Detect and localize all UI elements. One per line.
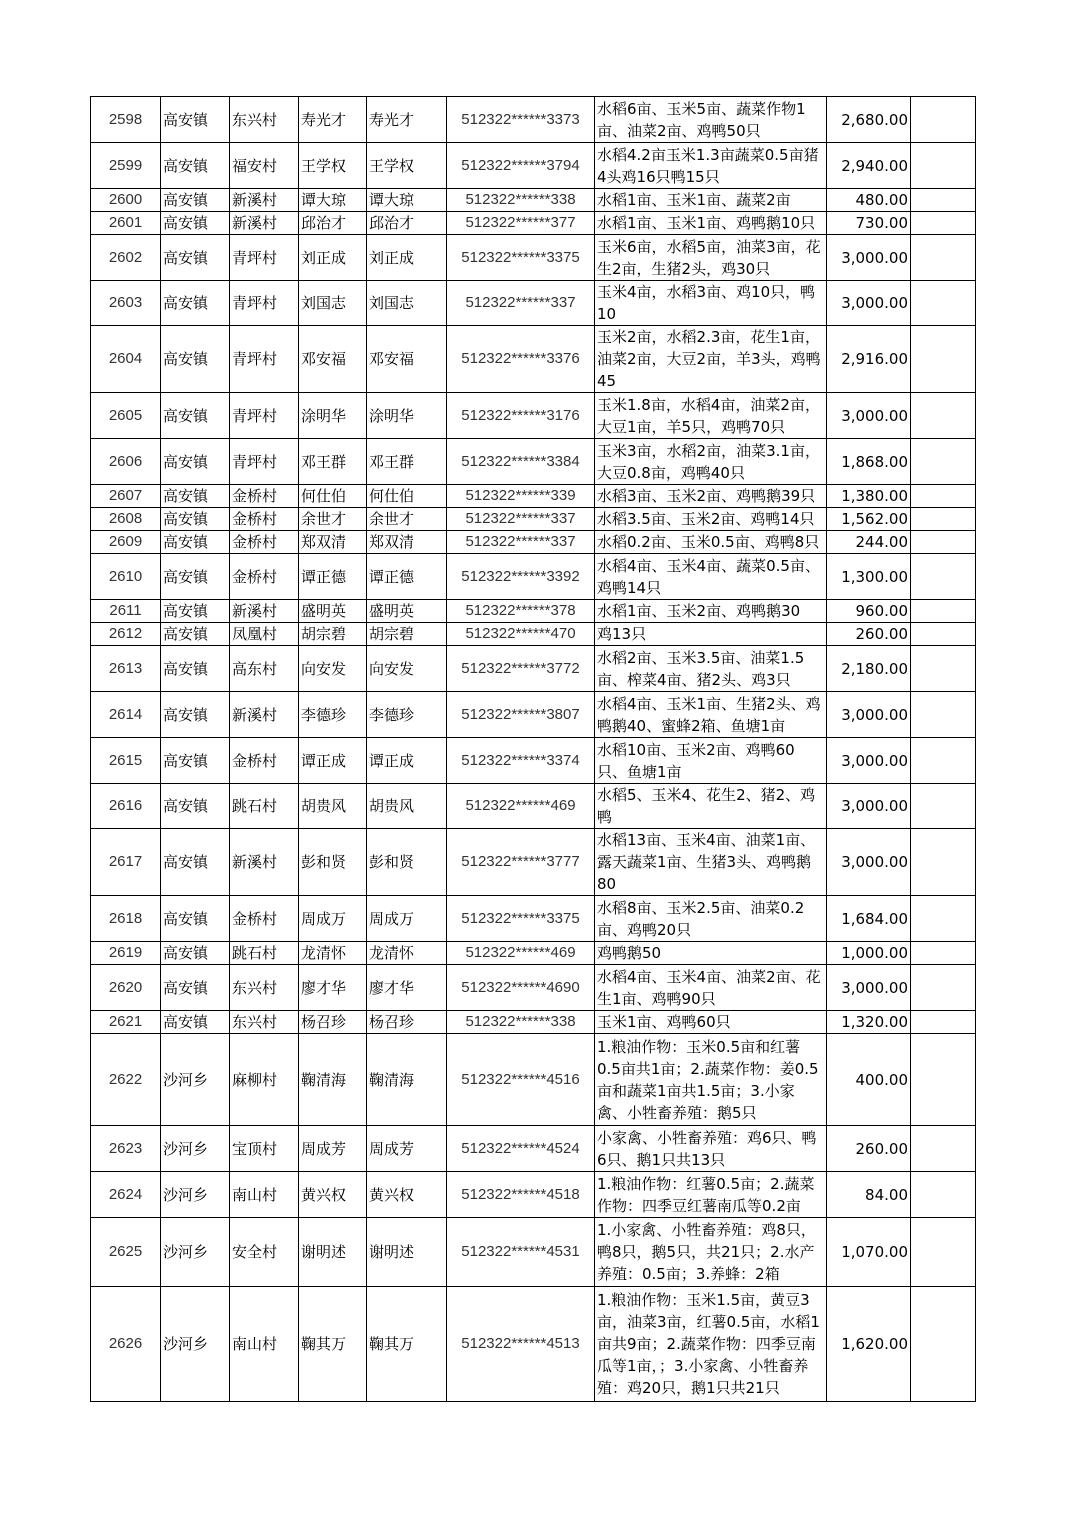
production-description-cell: 水稻4亩、玉米1亩、生猪2头、鸡鸭鹅40、蜜蜂2箱、鱼塘1亩 bbox=[595, 692, 827, 738]
subsidy-amount-cell: 260.00 bbox=[827, 1126, 911, 1172]
production-description-cell: 水稻6亩、玉米5亩、蔬菜作物1亩、油菜2亩、鸡鸭50只 bbox=[595, 97, 827, 143]
id-number-cell: 512322******3392 bbox=[447, 554, 595, 600]
town-cell: 高安镇 bbox=[161, 554, 230, 600]
empty-cell bbox=[911, 97, 976, 143]
id-number-cell: 512322******4513 bbox=[447, 1287, 595, 1402]
subsidy-amount-cell: 1,070.00 bbox=[827, 1218, 911, 1287]
subsidy-amount-cell: 960.00 bbox=[827, 600, 911, 623]
village-cell: 安全村 bbox=[230, 1218, 299, 1287]
account-holder-cell: 黄兴权 bbox=[367, 1172, 447, 1218]
production-description-cell: 水稻10亩、玉米2亩、鸡鸭60只、鱼塘1亩 bbox=[595, 738, 827, 784]
table-row bbox=[91, 600, 976, 623]
row-number-cell: 2607 bbox=[91, 485, 161, 508]
row-number-cell: 2617 bbox=[91, 829, 161, 896]
row-number-cell: 2619 bbox=[91, 942, 161, 965]
row-number-cell: 2624 bbox=[91, 1172, 161, 1218]
empty-cell bbox=[911, 600, 976, 623]
account-holder-cell: 谭大琼 bbox=[367, 189, 447, 212]
table-row bbox=[91, 97, 976, 143]
farmer-name-cell: 余世才 bbox=[299, 508, 367, 531]
town-cell: 高安镇 bbox=[161, 189, 230, 212]
account-holder-cell: 胡宗碧 bbox=[367, 623, 447, 646]
table-row bbox=[91, 896, 976, 942]
subsidy-amount-cell: 1,684.00 bbox=[827, 896, 911, 942]
village-cell: 青坪村 bbox=[230, 439, 299, 485]
subsidy-table bbox=[90, 96, 976, 1402]
production-description-cell: 水稻2亩、玉米3.5亩、油菜1.5亩、榨菜4亩、猪2头、鸡3只 bbox=[595, 646, 827, 692]
farmer-name-cell: 邓安福 bbox=[299, 326, 367, 393]
production-description-cell: 鸡13只 bbox=[595, 623, 827, 646]
town-cell: 高安镇 bbox=[161, 965, 230, 1011]
empty-cell bbox=[911, 189, 976, 212]
village-cell: 麻柳村 bbox=[230, 1034, 299, 1126]
production-description-cell: 水稻4.2亩玉米1.3亩蔬菜0.5亩猪4头鸡16只鸭15只 bbox=[595, 143, 827, 189]
id-number-cell: 512322******378 bbox=[447, 600, 595, 623]
table-row bbox=[91, 143, 976, 189]
subsidy-amount-cell: 1,380.00 bbox=[827, 485, 911, 508]
farmer-name-cell: 李德珍 bbox=[299, 692, 367, 738]
row-number-cell: 2600 bbox=[91, 189, 161, 212]
subsidy-amount-cell: 730.00 bbox=[827, 212, 911, 235]
town-cell: 高安镇 bbox=[161, 1011, 230, 1034]
village-cell: 新溪村 bbox=[230, 829, 299, 896]
farmer-name-cell: 胡贵风 bbox=[299, 784, 367, 829]
account-holder-cell: 郑双清 bbox=[367, 531, 447, 554]
production-description-cell: 玉米1.8亩，水稻4亩，油菜2亩，大豆1亩，羊5只，鸡鸭70只 bbox=[595, 393, 827, 439]
empty-cell bbox=[911, 1172, 976, 1218]
village-cell: 宝顶村 bbox=[230, 1126, 299, 1172]
row-number-cell: 2602 bbox=[91, 235, 161, 281]
village-cell: 高东村 bbox=[230, 646, 299, 692]
subsidy-amount-cell: 3,000.00 bbox=[827, 738, 911, 784]
subsidy-amount-cell: 3,000.00 bbox=[827, 692, 911, 738]
subsidy-amount-cell: 3,000.00 bbox=[827, 965, 911, 1011]
id-number-cell: 512322******4518 bbox=[447, 1172, 595, 1218]
table-row bbox=[91, 235, 976, 281]
farmer-name-cell: 周成芳 bbox=[299, 1126, 367, 1172]
production-description-cell: 水稻3.5亩、玉米2亩、鸡鸭14只 bbox=[595, 508, 827, 531]
id-number-cell: 512322******338 bbox=[447, 1011, 595, 1034]
empty-cell bbox=[911, 326, 976, 393]
village-cell: 福安村 bbox=[230, 143, 299, 189]
empty-cell bbox=[911, 531, 976, 554]
village-cell: 东兴村 bbox=[230, 1011, 299, 1034]
village-cell: 金桥村 bbox=[230, 531, 299, 554]
id-number-cell: 512322******3807 bbox=[447, 692, 595, 738]
production-description-cell: 水稻8亩、玉米2.5亩、油菜0.2亩、鸡鸭20只 bbox=[595, 896, 827, 942]
empty-cell bbox=[911, 738, 976, 784]
town-cell: 沙河乡 bbox=[161, 1172, 230, 1218]
town-cell: 沙河乡 bbox=[161, 1034, 230, 1126]
id-number-cell: 512322******338 bbox=[447, 189, 595, 212]
table-row bbox=[91, 508, 976, 531]
town-cell: 高安镇 bbox=[161, 531, 230, 554]
farmer-name-cell: 刘正成 bbox=[299, 235, 367, 281]
empty-cell bbox=[911, 692, 976, 738]
id-number-cell: 512322******337 bbox=[447, 508, 595, 531]
account-holder-cell: 向安发 bbox=[367, 646, 447, 692]
town-cell: 高安镇 bbox=[161, 393, 230, 439]
farmer-name-cell: 鞠其万 bbox=[299, 1287, 367, 1402]
farmer-name-cell: 周成万 bbox=[299, 896, 367, 942]
account-holder-cell: 彭和贤 bbox=[367, 829, 447, 896]
farmer-name-cell: 盛明英 bbox=[299, 600, 367, 623]
id-number-cell: 512322******4531 bbox=[447, 1218, 595, 1287]
row-number-cell: 2622 bbox=[91, 1034, 161, 1126]
table-row bbox=[91, 439, 976, 485]
account-holder-cell: 谭正成 bbox=[367, 738, 447, 784]
id-number-cell: 512322******4690 bbox=[447, 965, 595, 1011]
farmer-name-cell: 龙清怀 bbox=[299, 942, 367, 965]
account-holder-cell: 谢明述 bbox=[367, 1218, 447, 1287]
subsidy-amount-cell: 400.00 bbox=[827, 1034, 911, 1126]
table-row bbox=[91, 1287, 976, 1402]
account-holder-cell: 寿光才 bbox=[367, 97, 447, 143]
production-description-cell: 小家禽、小牲畜养殖：鸡6只、鸭6只、鹅1只共13只 bbox=[595, 1126, 827, 1172]
production-description-cell: 水稻13亩、玉米4亩、油菜1亩、露天蔬菜1亩、生猪3头、鸡鸭鹅80 bbox=[595, 829, 827, 896]
table-row bbox=[91, 1126, 976, 1172]
table-row bbox=[91, 623, 976, 646]
row-number-cell: 2608 bbox=[91, 508, 161, 531]
village-cell: 跳石村 bbox=[230, 784, 299, 829]
town-cell: 高安镇 bbox=[161, 212, 230, 235]
empty-cell bbox=[911, 1287, 976, 1402]
farmer-name-cell: 邱治才 bbox=[299, 212, 367, 235]
village-cell: 东兴村 bbox=[230, 965, 299, 1011]
town-cell: 高安镇 bbox=[161, 692, 230, 738]
town-cell: 高安镇 bbox=[161, 508, 230, 531]
id-number-cell: 512322******4516 bbox=[447, 1034, 595, 1126]
village-cell: 金桥村 bbox=[230, 738, 299, 784]
account-holder-cell: 鞠清海 bbox=[367, 1034, 447, 1126]
production-description-cell: 玉米6亩，水稻5亩，油菜3亩，花生2亩，生猪2头，鸡30只 bbox=[595, 235, 827, 281]
town-cell: 高安镇 bbox=[161, 439, 230, 485]
town-cell: 高安镇 bbox=[161, 281, 230, 326]
village-cell: 跳石村 bbox=[230, 942, 299, 965]
row-number-cell: 2603 bbox=[91, 281, 161, 326]
empty-cell bbox=[911, 281, 976, 326]
account-holder-cell: 廖才华 bbox=[367, 965, 447, 1011]
town-cell: 高安镇 bbox=[161, 784, 230, 829]
account-holder-cell: 邓安福 bbox=[367, 326, 447, 393]
village-cell: 南山村 bbox=[230, 1287, 299, 1402]
village-cell: 金桥村 bbox=[230, 896, 299, 942]
row-number-cell: 2598 bbox=[91, 97, 161, 143]
id-number-cell: 512322******470 bbox=[447, 623, 595, 646]
town-cell: 沙河乡 bbox=[161, 1287, 230, 1402]
farmer-name-cell: 彭和贤 bbox=[299, 829, 367, 896]
id-number-cell: 512322******3375 bbox=[447, 235, 595, 281]
table-row bbox=[91, 1034, 976, 1126]
village-cell: 金桥村 bbox=[230, 508, 299, 531]
table-row bbox=[91, 784, 976, 829]
table-row bbox=[91, 1011, 976, 1034]
row-number-cell: 2605 bbox=[91, 393, 161, 439]
id-number-cell: 512322******337 bbox=[447, 281, 595, 326]
row-number-cell: 2610 bbox=[91, 554, 161, 600]
account-holder-cell: 周成万 bbox=[367, 896, 447, 942]
row-number-cell: 2599 bbox=[91, 143, 161, 189]
town-cell: 高安镇 bbox=[161, 143, 230, 189]
empty-cell bbox=[911, 143, 976, 189]
id-number-cell: 512322******3374 bbox=[447, 738, 595, 784]
village-cell: 金桥村 bbox=[230, 554, 299, 600]
farmer-name-cell: 王学权 bbox=[299, 143, 367, 189]
account-holder-cell: 鞠其万 bbox=[367, 1287, 447, 1402]
empty-cell bbox=[911, 212, 976, 235]
id-number-cell: 512322******377 bbox=[447, 212, 595, 235]
farmer-name-cell: 胡宗碧 bbox=[299, 623, 367, 646]
subsidy-amount-cell: 2,940.00 bbox=[827, 143, 911, 189]
subsidy-amount-cell: 84.00 bbox=[827, 1172, 911, 1218]
town-cell: 高安镇 bbox=[161, 623, 230, 646]
village-cell: 南山村 bbox=[230, 1172, 299, 1218]
village-cell: 新溪村 bbox=[230, 692, 299, 738]
id-number-cell: 512322******3375 bbox=[447, 896, 595, 942]
farmer-name-cell: 廖才华 bbox=[299, 965, 367, 1011]
town-cell: 高安镇 bbox=[161, 646, 230, 692]
town-cell: 高安镇 bbox=[161, 97, 230, 143]
account-holder-cell: 邓王群 bbox=[367, 439, 447, 485]
subsidy-amount-cell: 1,320.00 bbox=[827, 1011, 911, 1034]
empty-cell bbox=[911, 896, 976, 942]
farmer-name-cell: 谢明述 bbox=[299, 1218, 367, 1287]
row-number-cell: 2613 bbox=[91, 646, 161, 692]
farmer-name-cell: 向安发 bbox=[299, 646, 367, 692]
farmer-name-cell: 谭大琼 bbox=[299, 189, 367, 212]
empty-cell bbox=[911, 1126, 976, 1172]
account-holder-cell: 胡贵风 bbox=[367, 784, 447, 829]
subsidy-amount-cell: 480.00 bbox=[827, 189, 911, 212]
row-number-cell: 2623 bbox=[91, 1126, 161, 1172]
account-holder-cell: 李德珍 bbox=[367, 692, 447, 738]
account-holder-cell: 杨召珍 bbox=[367, 1011, 447, 1034]
subsidy-amount-cell: 1,620.00 bbox=[827, 1287, 911, 1402]
village-cell: 东兴村 bbox=[230, 97, 299, 143]
subsidy-amount-cell: 2,680.00 bbox=[827, 97, 911, 143]
farmer-name-cell: 谭正德 bbox=[299, 554, 367, 600]
row-number-cell: 2612 bbox=[91, 623, 161, 646]
table-row bbox=[91, 212, 976, 235]
row-number-cell: 2616 bbox=[91, 784, 161, 829]
table-row bbox=[91, 692, 976, 738]
farmer-name-cell: 谭正成 bbox=[299, 738, 367, 784]
town-cell: 沙河乡 bbox=[161, 1126, 230, 1172]
production-description-cell: 水稻5、玉米4、花生2、猪2、鸡鸭 bbox=[595, 784, 827, 829]
production-description-cell: 1.粮油作物：红薯0.5亩；2.蔬菜作物：四季豆红薯南瓜等0.2亩 bbox=[595, 1172, 827, 1218]
production-description-cell: 水稻4亩、玉米4亩、蔬菜0.5亩、鸡鸭14只 bbox=[595, 554, 827, 600]
production-description-cell: 水稻3亩、玉米2亩、鸡鸭鹅39只 bbox=[595, 485, 827, 508]
row-number-cell: 2618 bbox=[91, 896, 161, 942]
village-cell: 青坪村 bbox=[230, 326, 299, 393]
id-number-cell: 512322******3384 bbox=[447, 439, 595, 485]
empty-cell bbox=[911, 965, 976, 1011]
town-cell: 高安镇 bbox=[161, 896, 230, 942]
table-row bbox=[91, 189, 976, 212]
table-row bbox=[91, 485, 976, 508]
row-number-cell: 2626 bbox=[91, 1287, 161, 1402]
id-number-cell: 512322******3794 bbox=[447, 143, 595, 189]
row-number-cell: 2625 bbox=[91, 1218, 161, 1287]
farmer-name-cell: 黄兴权 bbox=[299, 1172, 367, 1218]
subsidy-amount-cell: 3,000.00 bbox=[827, 784, 911, 829]
subsidy-amount-cell: 1,000.00 bbox=[827, 942, 911, 965]
empty-cell bbox=[911, 1218, 976, 1287]
table-row bbox=[91, 326, 976, 393]
town-cell: 高安镇 bbox=[161, 829, 230, 896]
account-holder-cell: 龙清怀 bbox=[367, 942, 447, 965]
empty-cell bbox=[911, 942, 976, 965]
table-row bbox=[91, 1218, 976, 1287]
account-holder-cell: 余世才 bbox=[367, 508, 447, 531]
town-cell: 沙河乡 bbox=[161, 1218, 230, 1287]
row-number-cell: 2620 bbox=[91, 965, 161, 1011]
empty-cell bbox=[911, 235, 976, 281]
production-description-cell: 鸡鸭鹅50 bbox=[595, 942, 827, 965]
table-row bbox=[91, 281, 976, 326]
account-holder-cell: 盛明英 bbox=[367, 600, 447, 623]
production-description-cell: 水稻1亩、玉米1亩、鸡鸭鹅10只 bbox=[595, 212, 827, 235]
empty-cell bbox=[911, 554, 976, 600]
row-number-cell: 2609 bbox=[91, 531, 161, 554]
account-holder-cell: 周成芳 bbox=[367, 1126, 447, 1172]
village-cell: 青坪村 bbox=[230, 235, 299, 281]
village-cell: 新溪村 bbox=[230, 189, 299, 212]
subsidy-amount-cell: 3,000.00 bbox=[827, 829, 911, 896]
table-row bbox=[91, 738, 976, 784]
town-cell: 高安镇 bbox=[161, 235, 230, 281]
id-number-cell: 512322******469 bbox=[447, 784, 595, 829]
town-cell: 高安镇 bbox=[161, 738, 230, 784]
farmer-name-cell: 杨召珍 bbox=[299, 1011, 367, 1034]
production-description-cell: 1.小家禽、小牲畜养殖：鸡8只，鸭8只，鹅5只，共21只；2.水产养殖：0.5亩；3.养蜂：2箱 bbox=[595, 1218, 827, 1287]
production-description-cell: 玉米4亩，水稻3亩、鸡10只，鸭10 bbox=[595, 281, 827, 326]
subsidy-amount-cell: 3,000.00 bbox=[827, 393, 911, 439]
village-cell: 青坪村 bbox=[230, 281, 299, 326]
account-holder-cell: 谭正德 bbox=[367, 554, 447, 600]
table-row bbox=[91, 942, 976, 965]
id-number-cell: 512322******3777 bbox=[447, 829, 595, 896]
subsidy-amount-cell: 1,868.00 bbox=[827, 439, 911, 485]
subsidy-amount-cell: 244.00 bbox=[827, 531, 911, 554]
row-number-cell: 2611 bbox=[91, 600, 161, 623]
farmer-name-cell: 邓王群 bbox=[299, 439, 367, 485]
empty-cell bbox=[911, 485, 976, 508]
table-row bbox=[91, 531, 976, 554]
empty-cell bbox=[911, 393, 976, 439]
production-description-cell: 玉米2亩，水稻2.3亩，花生1亩，油菜2亩，大豆2亩，羊3头，鸡鸭45 bbox=[595, 326, 827, 393]
production-description-cell: 水稻1亩、玉米2亩、鸡鸭鹅30 bbox=[595, 600, 827, 623]
id-number-cell: 512322******469 bbox=[447, 942, 595, 965]
id-number-cell: 512322******3772 bbox=[447, 646, 595, 692]
production-description-cell: 水稻0.2亩、玉米0.5亩、鸡鸭8只 bbox=[595, 531, 827, 554]
empty-cell bbox=[911, 1034, 976, 1126]
empty-cell bbox=[911, 646, 976, 692]
village-cell: 新溪村 bbox=[230, 212, 299, 235]
subsidy-amount-cell: 3,000.00 bbox=[827, 281, 911, 326]
farmer-name-cell: 涂明华 bbox=[299, 393, 367, 439]
table-row bbox=[91, 965, 976, 1011]
production-description-cell: 水稻1亩、玉米1亩、蔬菜2亩 bbox=[595, 189, 827, 212]
table-row bbox=[91, 646, 976, 692]
row-number-cell: 2601 bbox=[91, 212, 161, 235]
village-cell: 金桥村 bbox=[230, 485, 299, 508]
id-number-cell: 512322******339 bbox=[447, 485, 595, 508]
account-holder-cell: 刘正成 bbox=[367, 235, 447, 281]
account-holder-cell: 何仕伯 bbox=[367, 485, 447, 508]
town-cell: 高安镇 bbox=[161, 485, 230, 508]
account-holder-cell: 邱治才 bbox=[367, 212, 447, 235]
farmer-name-cell: 寿光才 bbox=[299, 97, 367, 143]
subsidy-amount-cell: 2,180.00 bbox=[827, 646, 911, 692]
id-number-cell: 512322******3373 bbox=[447, 97, 595, 143]
table-body bbox=[91, 97, 976, 1402]
table-row bbox=[91, 554, 976, 600]
row-number-cell: 2621 bbox=[91, 1011, 161, 1034]
production-description-cell: 水稻4亩、玉米4亩、油菜2亩、花生1亩、鸡鸭90只 bbox=[595, 965, 827, 1011]
id-number-cell: 512322******4524 bbox=[447, 1126, 595, 1172]
empty-cell bbox=[911, 439, 976, 485]
farmer-name-cell: 刘国志 bbox=[299, 281, 367, 326]
production-description-cell: 1.粮油作物：玉米0.5亩和红薯0.5亩共1亩；2.蔬菜作物：姜0.5亩和蔬菜1亩共1.5亩；3.小家禽、小牲畜养殖：鹅5只 bbox=[595, 1034, 827, 1126]
subsidy-amount-cell: 2,916.00 bbox=[827, 326, 911, 393]
subsidy-amount-cell: 1,300.00 bbox=[827, 554, 911, 600]
farmer-name-cell: 何仕伯 bbox=[299, 485, 367, 508]
empty-cell bbox=[911, 784, 976, 829]
account-holder-cell: 王学权 bbox=[367, 143, 447, 189]
table-row bbox=[91, 1172, 976, 1218]
account-holder-cell: 涂明华 bbox=[367, 393, 447, 439]
account-holder-cell: 刘国志 bbox=[367, 281, 447, 326]
production-description-cell: 玉米1亩、鸡鸭60只 bbox=[595, 1011, 827, 1034]
town-cell: 高安镇 bbox=[161, 600, 230, 623]
subsidy-amount-cell: 260.00 bbox=[827, 623, 911, 646]
farmer-name-cell: 鞠清海 bbox=[299, 1034, 367, 1126]
farmer-name-cell: 郑双清 bbox=[299, 531, 367, 554]
row-number-cell: 2615 bbox=[91, 738, 161, 784]
id-number-cell: 512322******337 bbox=[447, 531, 595, 554]
row-number-cell: 2604 bbox=[91, 326, 161, 393]
empty-cell bbox=[911, 508, 976, 531]
village-cell: 新溪村 bbox=[230, 600, 299, 623]
row-number-cell: 2614 bbox=[91, 692, 161, 738]
production-description-cell: 玉米3亩，水稻2亩，油菜3.1亩，大豆0.8亩，鸡鸭40只 bbox=[595, 439, 827, 485]
empty-cell bbox=[911, 1011, 976, 1034]
town-cell: 高安镇 bbox=[161, 326, 230, 393]
production-description-cell: 1.粮油作物：玉米1.5亩，黄豆3亩，油菜3亩，红薯0.5亩，水稻1亩共9亩；2.蔬菜作物：四季豆南瓜等1亩，；3.小家禽、小牲畜养殖：鸡20只，鹅1只共21只 bbox=[595, 1287, 827, 1402]
subsidy-amount-cell: 3,000.00 bbox=[827, 235, 911, 281]
town-cell: 高安镇 bbox=[161, 942, 230, 965]
row-number-cell: 2606 bbox=[91, 439, 161, 485]
table-row bbox=[91, 393, 976, 439]
empty-cell bbox=[911, 623, 976, 646]
id-number-cell: 512322******3376 bbox=[447, 326, 595, 393]
subsidy-amount-cell: 1,562.00 bbox=[827, 508, 911, 531]
table-row bbox=[91, 829, 976, 896]
empty-cell bbox=[911, 829, 976, 896]
village-cell: 凤凰村 bbox=[230, 623, 299, 646]
village-cell: 青坪村 bbox=[230, 393, 299, 439]
id-number-cell: 512322******3176 bbox=[447, 393, 595, 439]
